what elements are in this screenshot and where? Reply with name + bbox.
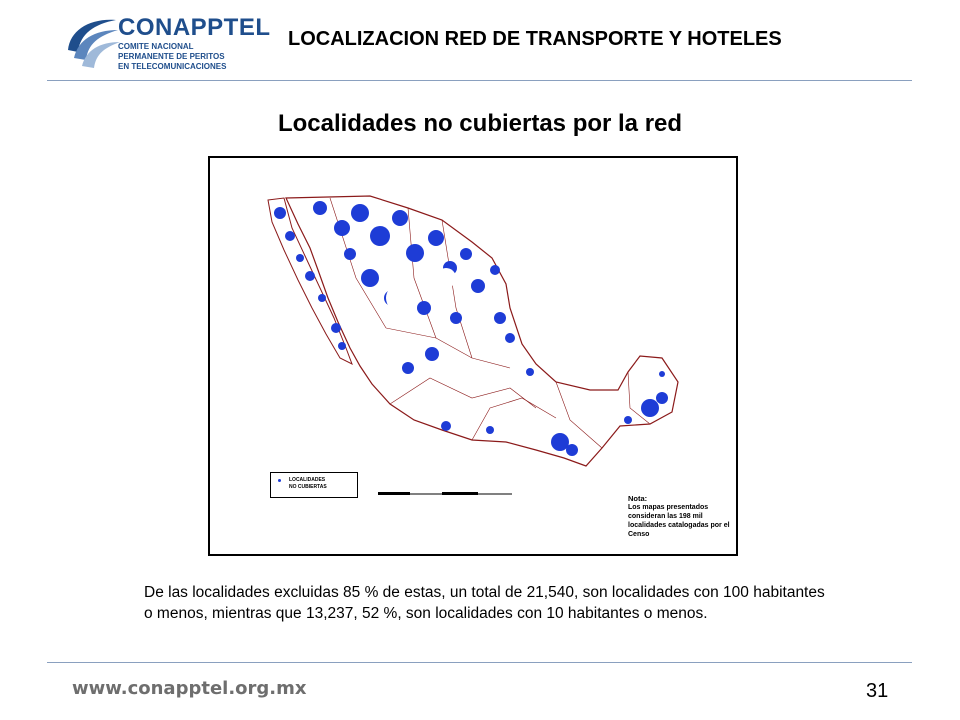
header-divider <box>47 80 912 81</box>
logo-brand: CONAPPTEL <box>118 14 271 41</box>
note-text: Los mapas presentados consideran las 198 mil localidades catalogadas por el Censo <box>628 504 730 538</box>
body-paragraph: De las localidades excluidas 85 % de estas, un total de 21,540, son localidades con 100 habitantes o menos, mientras que 13,237, 52 %, son localidades con 10 habitantes o menos. <box>144 584 825 622</box>
map-note <box>628 494 732 539</box>
legend-marker <box>278 479 281 482</box>
page-number: 31 <box>866 680 889 702</box>
coverage-map <box>208 156 738 556</box>
slide-title: Localidades no cubiertas por la red <box>277 110 683 137</box>
mainland-shape <box>286 196 678 466</box>
footer-divider <box>47 662 912 663</box>
scale-bar <box>378 492 512 495</box>
logo-line-3: EN TELECOMUNICACIONES <box>118 62 227 71</box>
footer-url[interactable]: www.conapptel.org.mx <box>72 678 307 699</box>
conapptel-logo <box>60 12 271 78</box>
legend-label: LOCALIDADES NO CUBIERTAS <box>289 477 327 490</box>
logo-line-2: PERMANENTE DE PERITOS <box>118 52 225 61</box>
map-legend <box>270 472 358 498</box>
logo-swoosh-icon <box>60 12 122 72</box>
logo-line-1: COMITE NACIONAL <box>118 42 194 51</box>
note-title: Nota: <box>628 494 648 503</box>
header-title: LOCALIZACION RED DE TRANSPORTE Y HOTELES <box>288 28 782 50</box>
